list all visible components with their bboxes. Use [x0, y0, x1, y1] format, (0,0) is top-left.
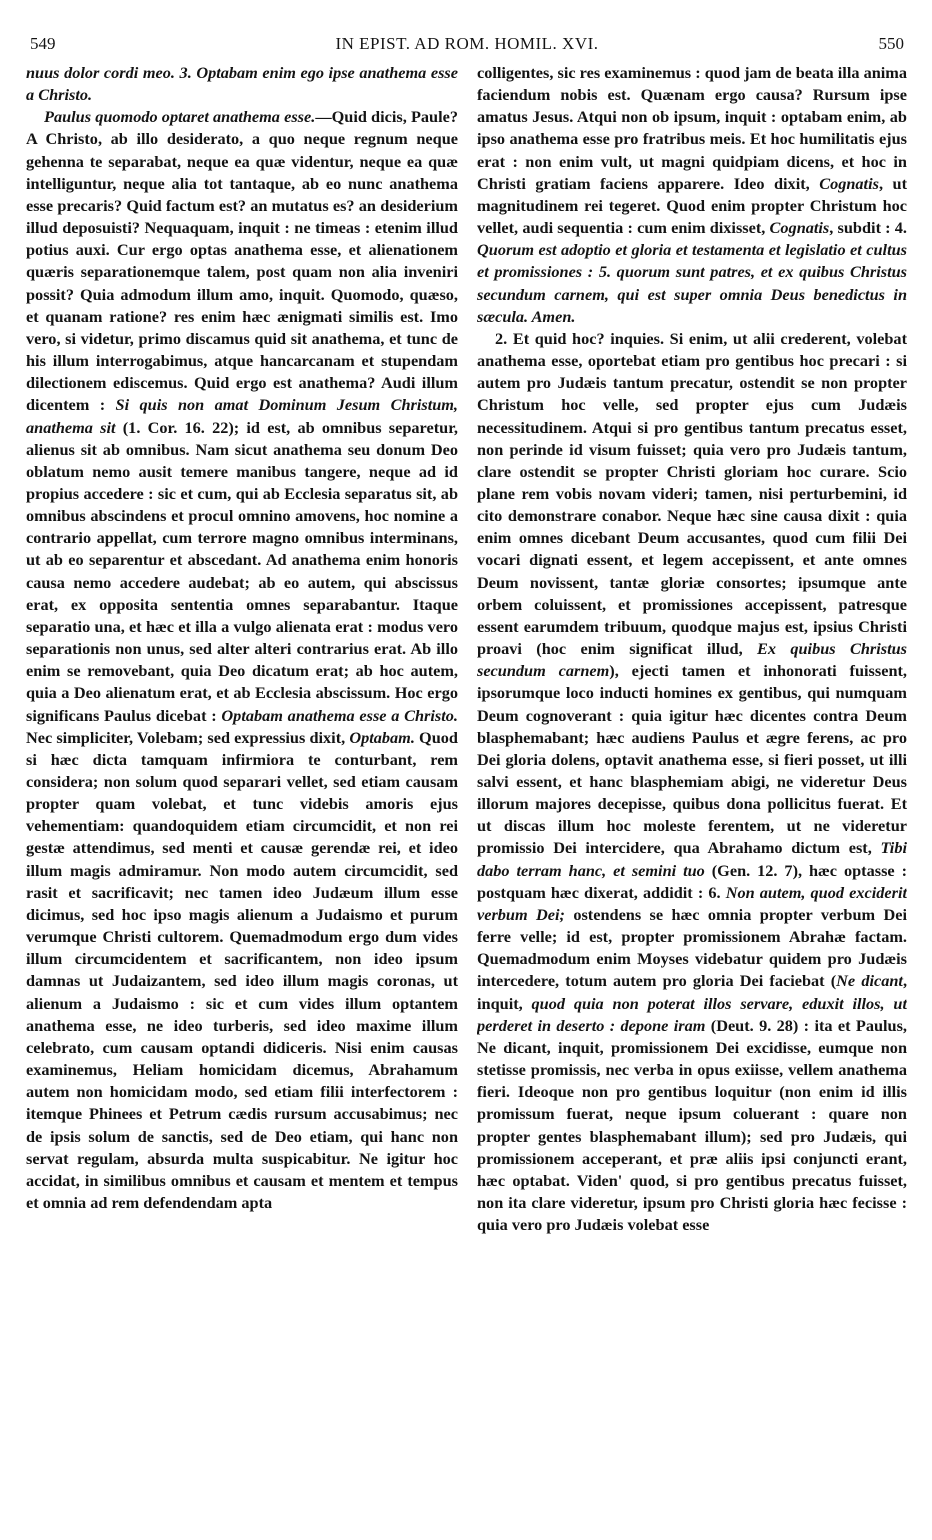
section-heading: Paulus quomodo optaret anathema esse.: [44, 107, 316, 127]
scripture-quote: Ne dicant: [836, 971, 903, 991]
body-text: —Quid dicis, Paule? A Christo, ab illo desiderato, a quo neque regnum neque gehenna te separabat, neque ea quæ videntur, neque ea quæ intelliguntur, neque alia tot tantaque, ab eo nunc anathema esse precaris? Quid factum est? an mutatus es? an desiderium illud deposuisti? Nequaquam, inquit : ne timeas : etenim illud potius auxi. Cur ergo optas anathema esse, et alienationem quæris separationemque talem, post quam non alia inveniri possit? Quia admodum illum amo, inquit. Quomodo, quæso, et quanam ratione? res enim hæc ænigmati similis est. Imo vero, si videtur, primo discamus quid sit anathema, et tunc de his illum interrogabimus, atque hancarcanam et stupendam dilectionem ediscemus. Quid ergo est anathema? Audi illum dicentem :: [26, 107, 458, 415]
body-text: , subdit : 4.: [829, 218, 907, 238]
running-title: IN EPIST. AD ROM. HOMIL. XVI.: [335, 34, 599, 53]
scripture-quote: Si quis non amat Dominum Jesum Christum, anathema sit: [26, 395, 458, 437]
body-text: (Deut. 9. 28) : ita et Paulus, Ne dicant, inquit, promissionem Dei excidisse, eumque non stetisse promissis, nec verba in opus exiisse, vellem anathema fieri. Ideoque non pro gentibus loquitur (non enim id illis promissum fuerat, neque ipsum coluerant : quare non propter gentes blasphemabant illum); sed pro Judæis, qui promissionem acceperant, et præ aliis ipsi conjuncti erant, hæc optabat. Viden' quod, si pro gentibus precatus fuisset, non ita clare videretur, ipsum pro Christi gloria hæc fecisse : quia vero pro Judæis volebat esse: [477, 1015, 907, 1235]
right-column: [477, 62, 907, 1532]
scripture-quote: Ex quibus Christus secundum carnem: [477, 639, 907, 681]
scripture-quote: Non autem, quod exciderit verbum Dei;: [477, 882, 907, 924]
scripture-quote: Optabam anathema esse a Christo.: [221, 705, 458, 725]
body-text: , ut magnitudinem rei tegeret. Quod enim propter Christum hoc vellet, audi sequentia : cum enim dixisset,: [477, 173, 907, 238]
scripture-quote: Optabam.: [349, 727, 415, 747]
scripture-quote: Cognatis: [769, 218, 830, 238]
body-text: 2. Et quid hoc? inquies. Si enim, ut alii crederent, volebat anathema esse, oportebat etiam pro gentibus hoc precari : si autem pro Judæis tantum precatur, ostendit se non propter Christum hoc velle, sed propter ejus cum Judæis necessitudinem. Atqui si pro gentibus tantum precatus esset, non perinde id visum fuisset; quia vero pro Judæis tantum, clare ostendit se propter Christi gloriam hoc curare. Scio plane rem vobis novam videri; tamen, nisi perturbemini, id cito demonstrare conabor. Neque hæc sine causa dixit : quia enim omnes dicebant Deum accusantes, quod cum filii Dei vocari dignati essent, et legem accepissent, et ante omnes Deum novissent, tantæ gloriæ consortes; ipsumque ante orbem coluissent, et promissiones accepissent, patresque essent earumdem tribuum, quodque majus est, ipsius Christi proavi (hoc enim significat illud,: [477, 328, 907, 659]
body-text: (Gen. 12. 7), hæc optasse : postquam hæc dixerat, addidit : 6.: [477, 860, 907, 902]
scripture-quote: Tibi dabo terram hanc, et semini tuo: [477, 838, 907, 880]
body-text: (1. Cor. 16. 22); id est, ab omnibus separetur, alienus sit ab omnibus. Nam sicut anathema seu donum Deo oblatum nemo ausit temere manibus tangere, neque ad id propius accedere : sic et cum, qui ab Ecclesia separatus sit, ab omnibus abscindens et procul omnino amovens, hoc nomine a contrario appellat, cum terrore magno omnibus interminans, ut ab eo separentur et abscedant. Ad anathema enim honoris causa nemo accedere audebat; ab eo autem, qui abscissus erat, ex opposita sententia omnes separabantur. Itaque separatio una, et hæc et illa a vulgo alienata erat : modus vero separationis non unus, sed alter alteri contrarius erat. Ab illo enim se removebant, quia Deo dicatum erat; ab hoc autem, quia a Deo alienatum erat, et ab Ecclesia abscissum. Hoc ergo significans Paulus dicebat :: [26, 417, 458, 725]
body-text: colligentes, sic res examinemus : quod jam de beata illa anima faciendum nobis est. Quænam ergo causa? Rursum ipse amatus Jesus. Atqui non ob ipsum, inquit : optabam enim, ab ipso anathema esse pro fratribus meis. Et hoc humilitatis ejus erat : non enim vult, ut magni quidpiam dicens, et hoc in Christi gratiam faciens apparere. Ideo dixit,: [477, 63, 907, 193]
body-text: , inquit,: [477, 971, 907, 1013]
page-number-right: 550: [878, 34, 904, 53]
left-column: [26, 62, 458, 1532]
body-text: ), ejecti tamen et inhonorati fuissent, ipsorumque loco inducti homines ex gentibus, qui numquam Deum cognoverant : quia igitur hæc dicentes contra Deum blasphemabant; hæc audiens Paulus et ægre ferens, ac pro Dei gloria dolens, optavit anathema esse, si fieri posset, ut illi salvi essent, et hanc blasphemiam abigi, ne videretur Deus illorum majores decepisse, quibus dona pollicitus fuerat. Et ut discas illum hoc moleste ferentem, ut ne videretur promissio Dei intercidere, qua Abrahamo dictum est,: [477, 661, 907, 858]
scripture-quote: nuus dolor cordi meo. 3. Optabam enim ego ipse anathema esse a Christo.: [26, 63, 458, 105]
left-paragraph-1: [26, 62, 458, 106]
body-text: Nec simpliciter, Volebam; sed expressius dixit,: [26, 727, 350, 747]
right-paragraph-1: [477, 62, 907, 328]
body-text: ostendens se hæc omnia propter verbum Dei ferre velle; id est, propter promissionem Abrahæ factam. Quemadmodum enim Moyses videbatur quidem pro Judæis intercedere, totum autem pro gloria Dei faciebat (: [477, 904, 907, 991]
scripture-quote: quod quia non poterat illos servare, eduxit illos, ut perderet in deserto : depone iram: [477, 993, 907, 1035]
page-number-left: 549: [30, 34, 56, 53]
body-text: Quod si hæc dicta tamquam infirmiora te conturbant, rem considera; non solum quod separari vellet, sed etiam causam propter quam volebat, et tunc videbis amoris ejus vehementiam: quandoquidem etiam circumcidit, et non rei gestæ attendimus, sed menti et causæ gerendæ rei, et ideo illum magis admiramur. Non modo autem circumcidit, sed rasit et sacrificavit; nec tamen ideo Judæum illum esse dicimus, sed hoc ipso magis alienum a Judaismo et purum verumque Christi cultorem. Quemadmodum ergo dum vides illum circumcidentem et sacrificantem, non ideo ipsum damnas ut Judaizantem, sed ideo illum magis coronas, ut alienum a Judaismo : sic et cum vides illum optantem anathema esse, ne ideo turberis, sed ideo maxime illum celebrato, cum causam optandi didiceris. Nisi enim causas examinemus, Heliam homicidam dicemus, Abrahamum autem non homicidam modo, sed etiam filii interfectorem : itemque Phinees et Petrum cædis rursum accusabimus; nec de ipsis solum de sanctis, sed de Deo etiam, qui hanc non servat regulam, absurda multa suspicabitur. Ne igitur hoc accidat, in similibus omnibus et causam et mentem et tempus et omnia ad rem defendendam apta: [26, 727, 458, 1212]
page-header: [30, 34, 904, 60]
scripture-quote: Cognatis: [819, 173, 879, 193]
scripture-quote: Quorum est adoptio et gloria et testamenta et legislatio et cultus et promissiones : 5. quorum sunt patres, et ex quibus Christus secundum carnem, qui est super omnia Deus benedictus in sæcula. Amen.: [477, 240, 907, 326]
left-paragraph-2: [26, 106, 458, 1214]
right-paragraph-2: [477, 328, 907, 1236]
